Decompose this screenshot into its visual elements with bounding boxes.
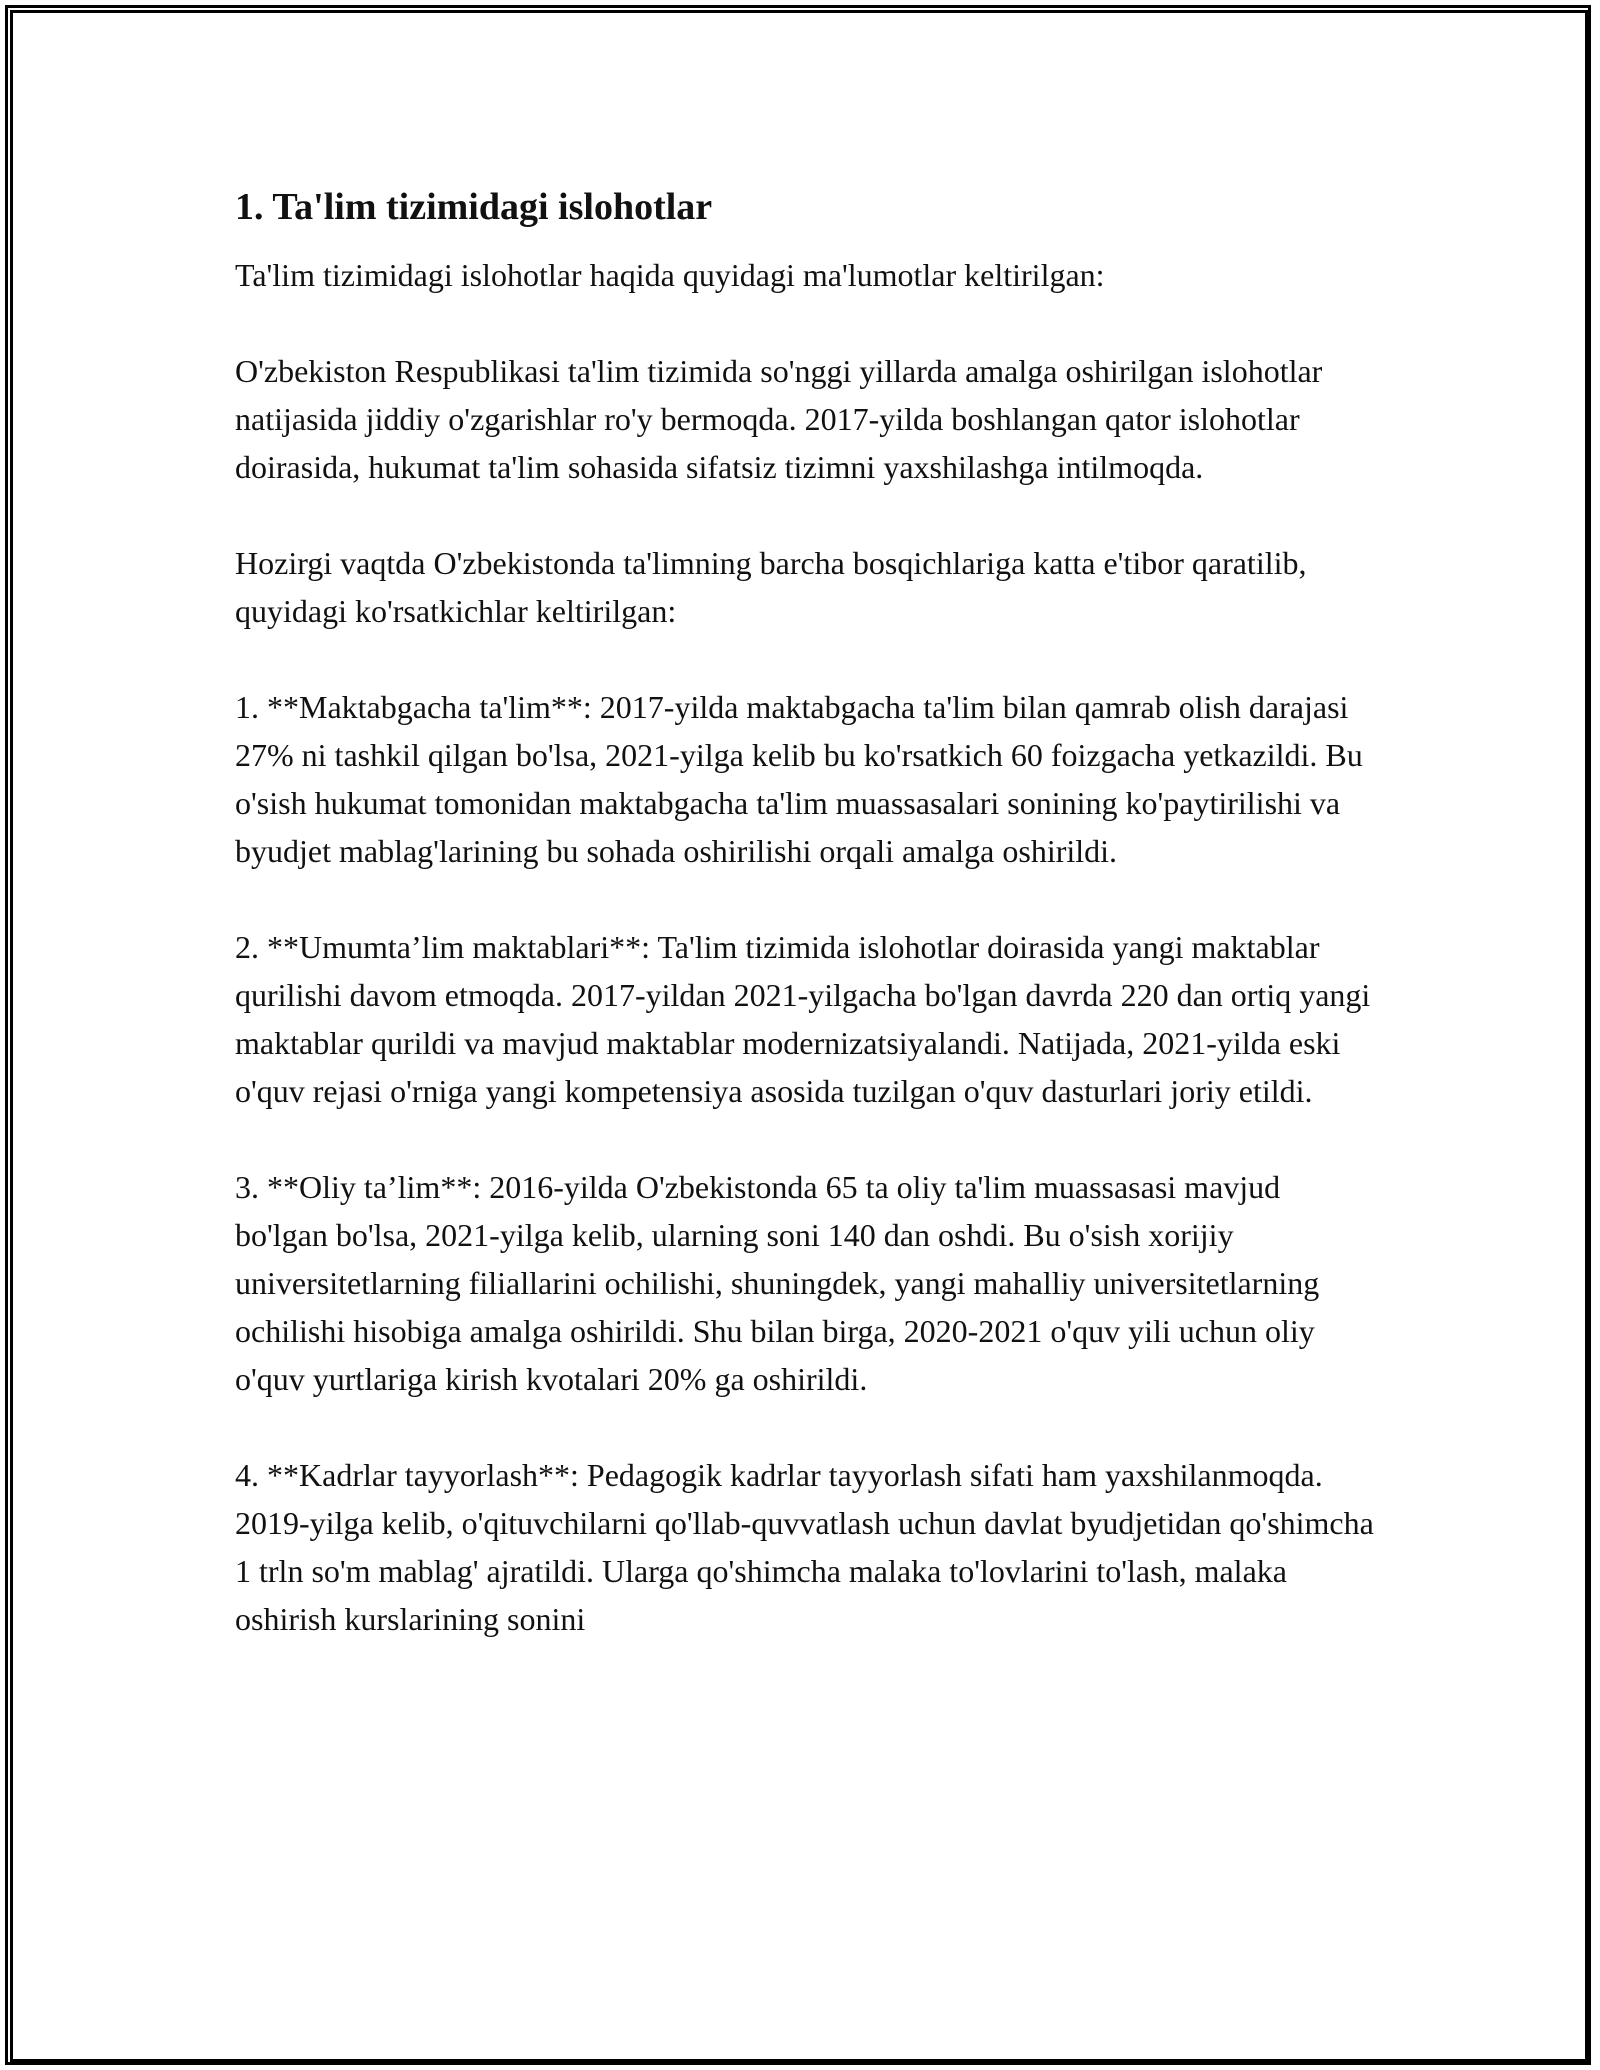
section-heading: 1. Ta'lim tizimidagi islohotlar <box>235 186 713 228</box>
teacher-training-paragraph: 4. **Kadrlar tayyorlash**: Pedagogik kadrlar tayyorlash sifati ham yaxshilanmoqda. 2019-yilga kelib, o'qituvchilarni qo'llab-quvvatlash uchun davlat byudjetidan qo'shimcha 1 trln so'm mablag' ajratildi. Ularga qo'shimcha malaka to'lovlarini to'lash, malaka oshirish kurslarining sonini <box>235 1456 1374 1637</box>
general-schools-paragraph: 2. **Umumta’lim maktablari**: Ta'lim tizimida islohotlar doirasida yangi maktablar qurilishi davom etmoqda. 2017-yildan 2021-yilgacha bo'lgan davrda 220 dan ortiq yangi maktablar qurildi va mavjud maktablar modernizatsiyalandi. Natijada, 2021-yilda eski o'quv rejasi o'rniga yangi kompetensiya asosida tuzilgan o'quv dasturlari joriy etildi. <box>235 928 1371 1109</box>
higher-education-paragraph: 3. **Oliy ta’lim**: 2016-yilda O'zbekistonda 65 ta oliy ta'lim muassasasi mavjud bo'lgan bo'lsa, 2021-yilga kelib, ularning soni 140 dan oshdi. Bu o'sish xorijiy universitetlarning filiallarini ochilishi, shuningdek, yangi mahalliy universitetlarning ochilishi hisobiga amalga oshirildi. Shu bilan birga, 2020-2021 o'quv yili uchun oliy o'quv yurtlariga kirish kvotalari 20% ga oshirildi. <box>235 1168 1320 1397</box>
intro-paragraph: Ta'lim tizimidagi islohotlar haqida quyidagi ma'lumotlar keltirilgan: <box>235 256 1105 293</box>
document-body <box>235 185 1375 1643</box>
preschool-education-paragraph: 1. **Maktabgacha ta'lim**: 2017-yilda maktabgacha ta'lim bilan qamrab olish darajasi 27% ni tashkil qilgan bo'lsa, 2021-yilga kelib bu ko'rsatkich 60 foizgacha yetkazildi. Bu o'sish hukumat tomonidan maktabgacha ta'lim muassasalari sonining ko'paytirilishi va byudjet mablag'larining bu sohada oshirilishi orqali amalga oshirildi. <box>235 688 1363 869</box>
overview-paragraph: O'zbekiston Respublikasi ta'lim tizimida so'nggi yillarda amalga oshirilgan islohotlar natijasida jiddiy o'zgarishlar ro'y bermoqda. 2017-yilda boshlangan qator islohotlar doirasida, hukumat ta'lim sohasida sifatsiz tizimni yaxshilashga intilmoqda. <box>235 352 1323 485</box>
indicators-intro-paragraph: Hozirgi vaqtda O'zbekistonda ta'limning barcha bosqichlariga katta e'tibor qaratilib, quyidagi ko'rsatkichlar keltirilgan: <box>235 544 1307 629</box>
